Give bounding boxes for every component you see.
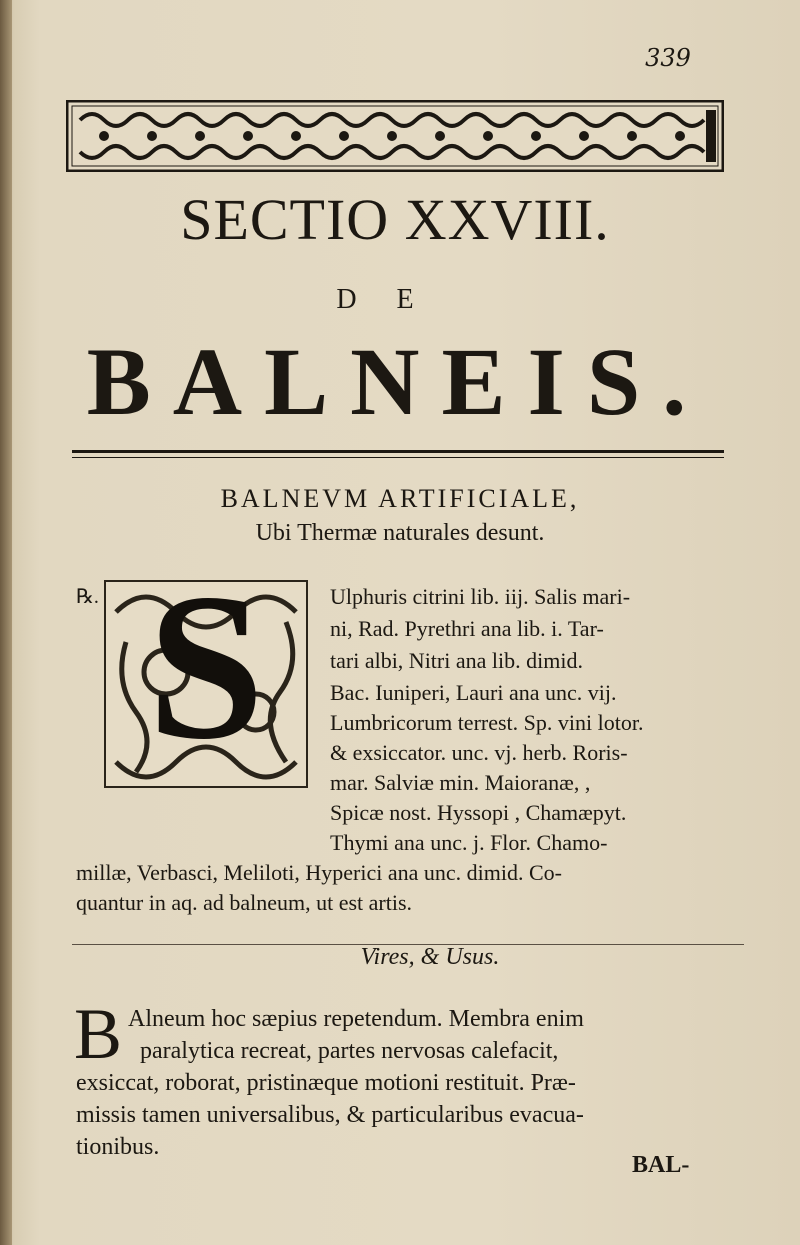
body-line: Alneum hoc sæpius repetendum. Membra enim [128, 1006, 584, 1032]
book-spine [0, 0, 12, 1245]
body-line: exsiccat, roborat, pristinæque motioni restituit. Præ- [76, 1070, 576, 1096]
title-de: DE [336, 284, 454, 315]
recipe-line: Spicæ nost. Hyssopi , Chamæpyt. [330, 800, 627, 825]
ornamental-headpiece [66, 100, 724, 172]
recipe-symbol: ℞. [76, 586, 99, 608]
main-title: BALNEIS. [86, 328, 709, 435]
recipe-line: Lumbricorum terrest. Sp. vini lotor. [330, 710, 644, 735]
title-rule-thin [72, 457, 724, 458]
recipe-line: Bac. Iuniperi, Lauri ana unc. vij. [330, 680, 617, 705]
vires-heading: Vires, & Usus. [360, 944, 500, 970]
decorated-initial [104, 580, 308, 788]
body-initial: B [74, 994, 123, 1074]
recipe-line: Thymi ana unc. j. Flor. Chamo- [330, 830, 608, 855]
page-number: 339 [645, 44, 691, 72]
recipe-subheading: Ubi Thermæ naturales desunt. [255, 520, 545, 546]
catchword: BAL- [632, 1152, 690, 1178]
body-line: tionibus. [76, 1134, 160, 1160]
section-title: SECTIO XXVIII. [180, 187, 610, 252]
recipe-line: tari albi, Nitri ana lib. dimid. [330, 648, 583, 673]
recipe-line: quantur in aq. ad balneum, ut est artis. [76, 890, 413, 915]
recipe-heading: BALNEVM ARTIFICIALE, [220, 484, 580, 513]
body-line: missis tamen universalibus, & particularibus evacua- [76, 1102, 584, 1128]
recipe-line: ni, Rad. Pyrethri ana lib. i. Tar- [330, 616, 604, 641]
recipe-line: millæ, Verbasci, Meliloti, Hyperici ana unc. dimid. Co- [76, 860, 562, 885]
recipe-line: Ulphuris citrini lib. iij. Salis mari- [330, 584, 631, 609]
recipe-line: & exsiccator. unc. vj. herb. Roris- [330, 740, 628, 765]
body-line: paralytica recreat, partes nervosas calefacit, [140, 1038, 559, 1064]
initial-letter: S [147, 580, 265, 783]
recipe-line: mar. Salviæ min. Maioranæ, , [330, 770, 591, 795]
title-rule-thick [72, 450, 724, 453]
